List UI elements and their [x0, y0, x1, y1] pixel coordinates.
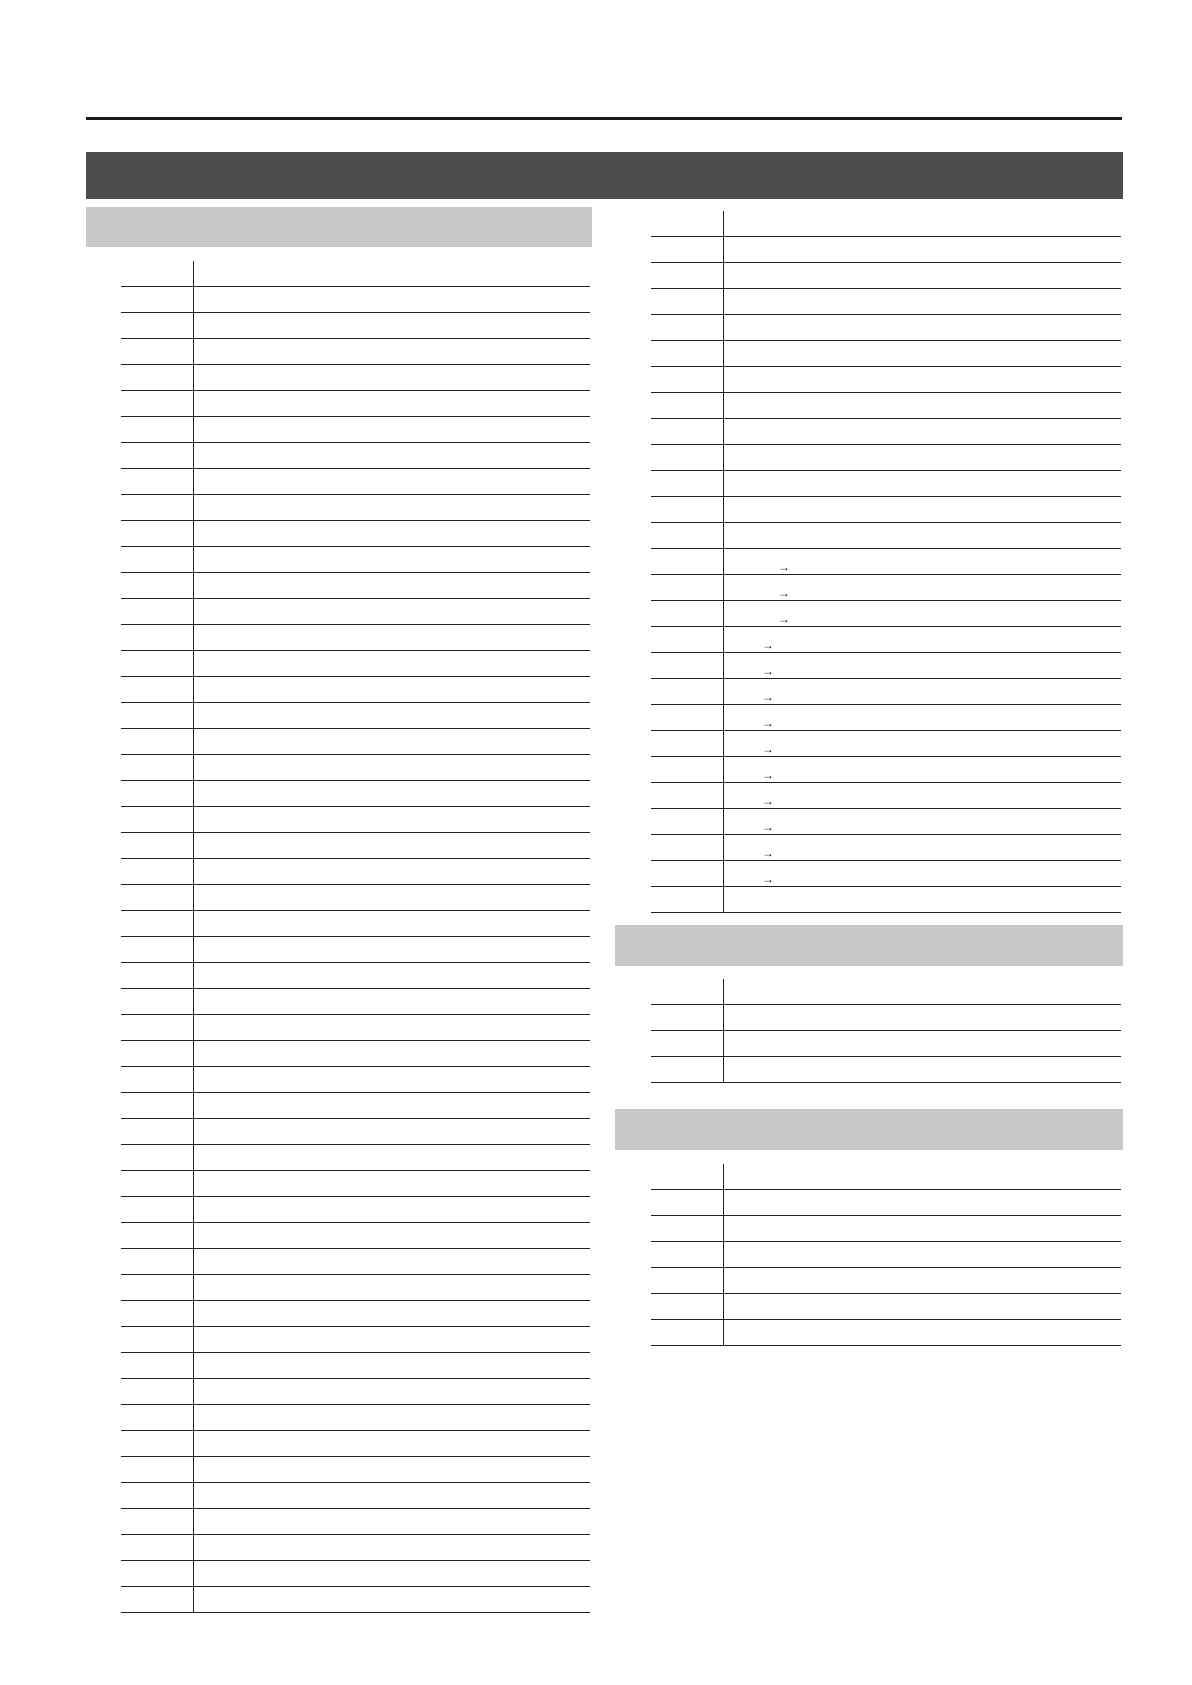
table-row: [121, 417, 590, 443]
row-value-cell: [194, 1275, 591, 1301]
chapter-title-band: [86, 152, 1123, 199]
table-row: [121, 469, 590, 495]
table-row: [121, 1015, 590, 1041]
row-number-cell: [651, 1164, 724, 1190]
arrow-right-icon: →: [762, 690, 774, 704]
arrow-right-icon: →: [778, 612, 790, 626]
row-value-cell: [194, 703, 591, 729]
row-number-cell: [121, 287, 194, 313]
row-number-cell: [121, 1249, 194, 1275]
row-value-cell: [194, 547, 591, 573]
row-value-cell: [194, 521, 591, 547]
table-row: [121, 391, 590, 417]
row-number-cell: [651, 783, 724, 809]
row-value-cell: [724, 263, 1122, 289]
row-number-cell: [121, 1301, 194, 1327]
table-row: [651, 1216, 1121, 1242]
row-number-cell: [651, 341, 724, 367]
row-value-cell: [724, 861, 1122, 887]
row-value-cell: [724, 1294, 1122, 1320]
row-value-cell: [724, 783, 1122, 809]
table-row: [651, 549, 1121, 575]
row-value-cell: [194, 573, 591, 599]
row-value-cell: [194, 833, 591, 859]
table-row: [651, 1057, 1121, 1083]
table-row: [651, 757, 1121, 783]
row-value-cell: [194, 287, 591, 313]
row-number-cell: [121, 1587, 194, 1613]
row-value-cell: [194, 911, 591, 937]
row-number-cell: [121, 989, 194, 1015]
table-row: [651, 601, 1121, 627]
row-number-cell: [651, 1057, 724, 1083]
row-number-cell: [651, 1190, 724, 1216]
row-number-cell: [651, 1216, 724, 1242]
row-value-cell: [724, 887, 1122, 913]
table-row: [121, 443, 590, 469]
table-row: [121, 911, 590, 937]
row-number-cell: [121, 729, 194, 755]
row-number-cell: [121, 495, 194, 521]
table-row: [121, 989, 590, 1015]
row-value-cell: [194, 391, 591, 417]
table-row: [121, 495, 590, 521]
row-number-cell: [121, 1119, 194, 1145]
row-number-cell: [651, 1031, 724, 1057]
row-number-cell: [651, 263, 724, 289]
table-row: [651, 1242, 1121, 1268]
row-value-cell: [194, 1119, 591, 1145]
row-value-cell: [724, 731, 1122, 757]
table-row: [121, 1197, 590, 1223]
row-number-cell: [121, 911, 194, 937]
table-row: [121, 339, 590, 365]
section-header-left: [86, 207, 592, 247]
table-row: [651, 809, 1121, 835]
table-row: [121, 1431, 590, 1457]
row-value-cell: [194, 1405, 591, 1431]
row-value-cell: [194, 417, 591, 443]
row-value-cell: [194, 469, 591, 495]
row-number-cell: [651, 289, 724, 315]
arrow-right-icon: →: [778, 586, 790, 600]
table-row: [121, 703, 590, 729]
row-number-cell: [121, 1457, 194, 1483]
table-row: [651, 1164, 1121, 1190]
row-number-cell: [651, 809, 724, 835]
table-row: [121, 833, 590, 859]
table-row: [121, 937, 590, 963]
table-row: [121, 1145, 590, 1171]
row-number-cell: [121, 521, 194, 547]
row-value-cell: [194, 1171, 591, 1197]
table-row: [651, 835, 1121, 861]
table-row: [121, 1249, 590, 1275]
table-row: [121, 521, 590, 547]
table-row: [651, 705, 1121, 731]
row-number-cell: [651, 523, 724, 549]
row-value-cell: [724, 1164, 1122, 1190]
row-value-cell: [724, 549, 1122, 575]
row-value-cell: [724, 341, 1122, 367]
table-row: [121, 1301, 590, 1327]
row-value-cell: [194, 1561, 591, 1587]
row-number-cell: [121, 781, 194, 807]
table-row: [651, 367, 1121, 393]
row-number-cell: [651, 757, 724, 783]
row-number-cell: [121, 547, 194, 573]
row-value-cell: [724, 237, 1122, 263]
table-row: [121, 1483, 590, 1509]
row-number-cell: [651, 497, 724, 523]
row-value-cell: [194, 313, 591, 339]
table-row: [121, 755, 590, 781]
row-number-cell: [121, 313, 194, 339]
row-number-cell: [651, 471, 724, 497]
row-value-cell: [194, 261, 591, 287]
table-row: [651, 393, 1121, 419]
row-value-cell: [194, 963, 591, 989]
row-number-cell: [121, 1041, 194, 1067]
row-value-cell: [194, 1353, 591, 1379]
table-row: [121, 1067, 590, 1093]
row-value-cell: [724, 835, 1122, 861]
row-number-cell: [651, 1268, 724, 1294]
row-number-cell: [121, 833, 194, 859]
row-number-cell: [651, 549, 724, 575]
table-row: [121, 1457, 590, 1483]
table-row: [651, 237, 1121, 263]
row-value-cell: [724, 289, 1122, 315]
row-number-cell: [121, 599, 194, 625]
table-row: [121, 1223, 590, 1249]
table-row: [651, 1268, 1121, 1294]
row-value-cell: [724, 315, 1122, 341]
row-number-cell: [121, 625, 194, 651]
row-number-cell: [651, 835, 724, 861]
row-value-cell: [724, 1320, 1122, 1346]
row-value-cell: [194, 1249, 591, 1275]
row-number-cell: [121, 1405, 194, 1431]
table-row: [121, 1405, 590, 1431]
table-row: [121, 859, 590, 885]
row-number-cell: [121, 1431, 194, 1457]
table-row: [651, 497, 1121, 523]
row-value-cell: [724, 1057, 1122, 1083]
row-number-cell: [651, 1320, 724, 1346]
row-value-cell: [194, 1483, 591, 1509]
table-row: [121, 1509, 590, 1535]
row-value-cell: [194, 1509, 591, 1535]
arrow-right-icon: →: [762, 846, 774, 860]
row-number-cell: [121, 1327, 194, 1353]
row-value-cell: [724, 211, 1122, 237]
table-row: [121, 1093, 590, 1119]
table-row: [651, 1005, 1121, 1031]
table-row: [651, 679, 1121, 705]
arrow-right-icon: →: [762, 872, 774, 886]
arrow-right-icon: →: [762, 820, 774, 834]
row-number-cell: [651, 393, 724, 419]
row-value-cell: [724, 1216, 1122, 1242]
row-value-cell: [724, 393, 1122, 419]
table-row: [121, 963, 590, 989]
row-number-cell: [651, 1005, 724, 1031]
row-number-cell: [121, 443, 194, 469]
row-value-cell: [724, 1190, 1122, 1216]
table-row: [121, 1119, 590, 1145]
row-number-cell: [121, 1067, 194, 1093]
row-number-cell: [121, 339, 194, 365]
table-row: [121, 1041, 590, 1067]
row-value-cell: [194, 599, 591, 625]
row-value-cell: [724, 419, 1122, 445]
row-number-cell: [651, 653, 724, 679]
row-value-cell: [194, 729, 591, 755]
row-number-cell: [121, 1223, 194, 1249]
table-row: [651, 1320, 1121, 1346]
row-value-cell: [194, 625, 591, 651]
row-value-cell: [724, 471, 1122, 497]
row-value-cell: [194, 1301, 591, 1327]
table-row: [651, 979, 1121, 1005]
row-number-cell: [121, 1561, 194, 1587]
row-number-cell: [121, 1509, 194, 1535]
row-number-cell: [651, 705, 724, 731]
row-value-cell: [194, 1587, 591, 1613]
row-value-cell: [194, 755, 591, 781]
table-row: [121, 573, 590, 599]
row-number-cell: [121, 469, 194, 495]
row-number-cell: [121, 1015, 194, 1041]
row-value-cell: [724, 705, 1122, 731]
row-number-cell: [651, 419, 724, 445]
table-row: [121, 885, 590, 911]
arrow-right-icon: →: [762, 664, 774, 678]
row-number-cell: [121, 1275, 194, 1301]
arrow-right-icon: →: [762, 638, 774, 652]
row-value-cell: [724, 809, 1122, 835]
row-number-cell: [121, 937, 194, 963]
table-row: [121, 1327, 590, 1353]
row-number-cell: [121, 1145, 194, 1171]
row-number-cell: [121, 885, 194, 911]
row-number-cell: [651, 731, 724, 757]
table-row: [121, 1587, 590, 1613]
row-value-cell: [194, 495, 591, 521]
row-value-cell: [194, 989, 591, 1015]
table-row: [121, 807, 590, 833]
row-value-cell: [194, 1457, 591, 1483]
table-row: [121, 1535, 590, 1561]
table-row: [121, 729, 590, 755]
row-value-cell: [724, 367, 1122, 393]
row-number-cell: [121, 1353, 194, 1379]
row-number-cell: [121, 859, 194, 885]
row-value-cell: [194, 1327, 591, 1353]
row-number-cell: [121, 755, 194, 781]
row-number-cell: [651, 979, 724, 1005]
table-row: [121, 547, 590, 573]
table-row: [121, 287, 590, 313]
table-row: [651, 1190, 1121, 1216]
row-number-cell: [651, 627, 724, 653]
parameter-table-right-2: [651, 979, 1121, 1083]
table-row: [121, 651, 590, 677]
table-row: [651, 263, 1121, 289]
row-number-cell: [651, 315, 724, 341]
table-row: [121, 677, 590, 703]
arrow-right-icon: →: [762, 716, 774, 730]
row-value-cell: [194, 885, 591, 911]
row-value-cell: [194, 677, 591, 703]
table-row: [121, 365, 590, 391]
table-row: [121, 625, 590, 651]
row-value-cell: [194, 1067, 591, 1093]
row-number-cell: [121, 1535, 194, 1561]
parameter-table-left: [121, 261, 590, 1613]
row-value-cell: [194, 1015, 591, 1041]
row-value-cell: [194, 859, 591, 885]
table-row: [651, 653, 1121, 679]
row-value-cell: [194, 339, 591, 365]
top-rule: [86, 117, 1122, 120]
table-row: [651, 783, 1121, 809]
table-row: [121, 781, 590, 807]
row-number-cell: [121, 391, 194, 417]
table-row: [651, 887, 1121, 913]
row-value-cell: [724, 445, 1122, 471]
table-row: [121, 1353, 590, 1379]
table-row: [651, 731, 1121, 757]
row-value-cell: [724, 1242, 1122, 1268]
table-row: [651, 1031, 1121, 1057]
row-value-cell: [724, 1268, 1122, 1294]
row-value-cell: [194, 781, 591, 807]
table-row: [121, 313, 590, 339]
row-value-cell: [194, 1197, 591, 1223]
row-number-cell: [121, 677, 194, 703]
table-row: [651, 445, 1121, 471]
row-value-cell: [724, 979, 1122, 1005]
row-value-cell: [194, 1223, 591, 1249]
table-row: [121, 1275, 590, 1301]
row-number-cell: [651, 211, 724, 237]
row-value-cell: [194, 365, 591, 391]
section-header-right-3: [615, 1109, 1123, 1150]
table-row: [121, 1379, 590, 1405]
row-value-cell: [194, 651, 591, 677]
row-number-cell: [651, 601, 724, 627]
arrow-right-icon: →: [778, 560, 790, 574]
row-value-cell: [724, 575, 1122, 601]
row-value-cell: [194, 1535, 591, 1561]
row-value-cell: [194, 1431, 591, 1457]
section-header-right-2: [615, 925, 1123, 966]
row-number-cell: [651, 445, 724, 471]
row-value-cell: [724, 1005, 1122, 1031]
row-number-cell: [651, 887, 724, 913]
row-value-cell: [724, 653, 1122, 679]
row-value-cell: [194, 1041, 591, 1067]
table-row: [121, 1561, 590, 1587]
table-row: [651, 861, 1121, 887]
table-row: [651, 575, 1121, 601]
arrow-right-icon: →: [762, 794, 774, 808]
row-value-cell: [194, 1379, 591, 1405]
arrow-right-icon: →: [762, 742, 774, 756]
table-row: [651, 289, 1121, 315]
row-number-cell: [121, 573, 194, 599]
row-number-cell: [121, 1197, 194, 1223]
row-number-cell: [651, 575, 724, 601]
table-row: [651, 341, 1121, 367]
row-number-cell: [121, 963, 194, 989]
row-number-cell: [651, 861, 724, 887]
table-row: [651, 1294, 1121, 1320]
row-number-cell: [651, 1242, 724, 1268]
row-number-cell: [651, 1294, 724, 1320]
row-value-cell: [724, 757, 1122, 783]
row-number-cell: [121, 417, 194, 443]
table-row: [121, 599, 590, 625]
parameter-table-right-3: [651, 1164, 1121, 1346]
row-value-cell: [724, 627, 1122, 653]
row-value-cell: [194, 443, 591, 469]
table-row: [651, 471, 1121, 497]
table-row: [651, 419, 1121, 445]
row-value-cell: [724, 601, 1122, 627]
row-number-cell: [651, 237, 724, 263]
row-value-cell: [194, 1145, 591, 1171]
parameter-table-right: [651, 211, 1121, 913]
arrow-right-icon: →: [762, 768, 774, 782]
row-number-cell: [121, 807, 194, 833]
row-value-cell: [724, 679, 1122, 705]
table-row: [651, 627, 1121, 653]
table-row: [651, 315, 1121, 341]
row-number-cell: [121, 651, 194, 677]
row-number-cell: [121, 365, 194, 391]
row-value-cell: [194, 807, 591, 833]
row-value-cell: [724, 523, 1122, 549]
table-row: [651, 211, 1121, 237]
table-row: [121, 1171, 590, 1197]
row-value-cell: [194, 1093, 591, 1119]
row-number-cell: [121, 261, 194, 287]
row-number-cell: [651, 367, 724, 393]
row-number-cell: [121, 703, 194, 729]
row-number-cell: [121, 1171, 194, 1197]
row-value-cell: [724, 497, 1122, 523]
row-number-cell: [121, 1379, 194, 1405]
table-row: [121, 261, 590, 287]
row-number-cell: [121, 1483, 194, 1509]
row-value-cell: [194, 937, 591, 963]
row-number-cell: [121, 1093, 194, 1119]
row-value-cell: [724, 1031, 1122, 1057]
table-row: [651, 523, 1121, 549]
row-number-cell: [651, 679, 724, 705]
